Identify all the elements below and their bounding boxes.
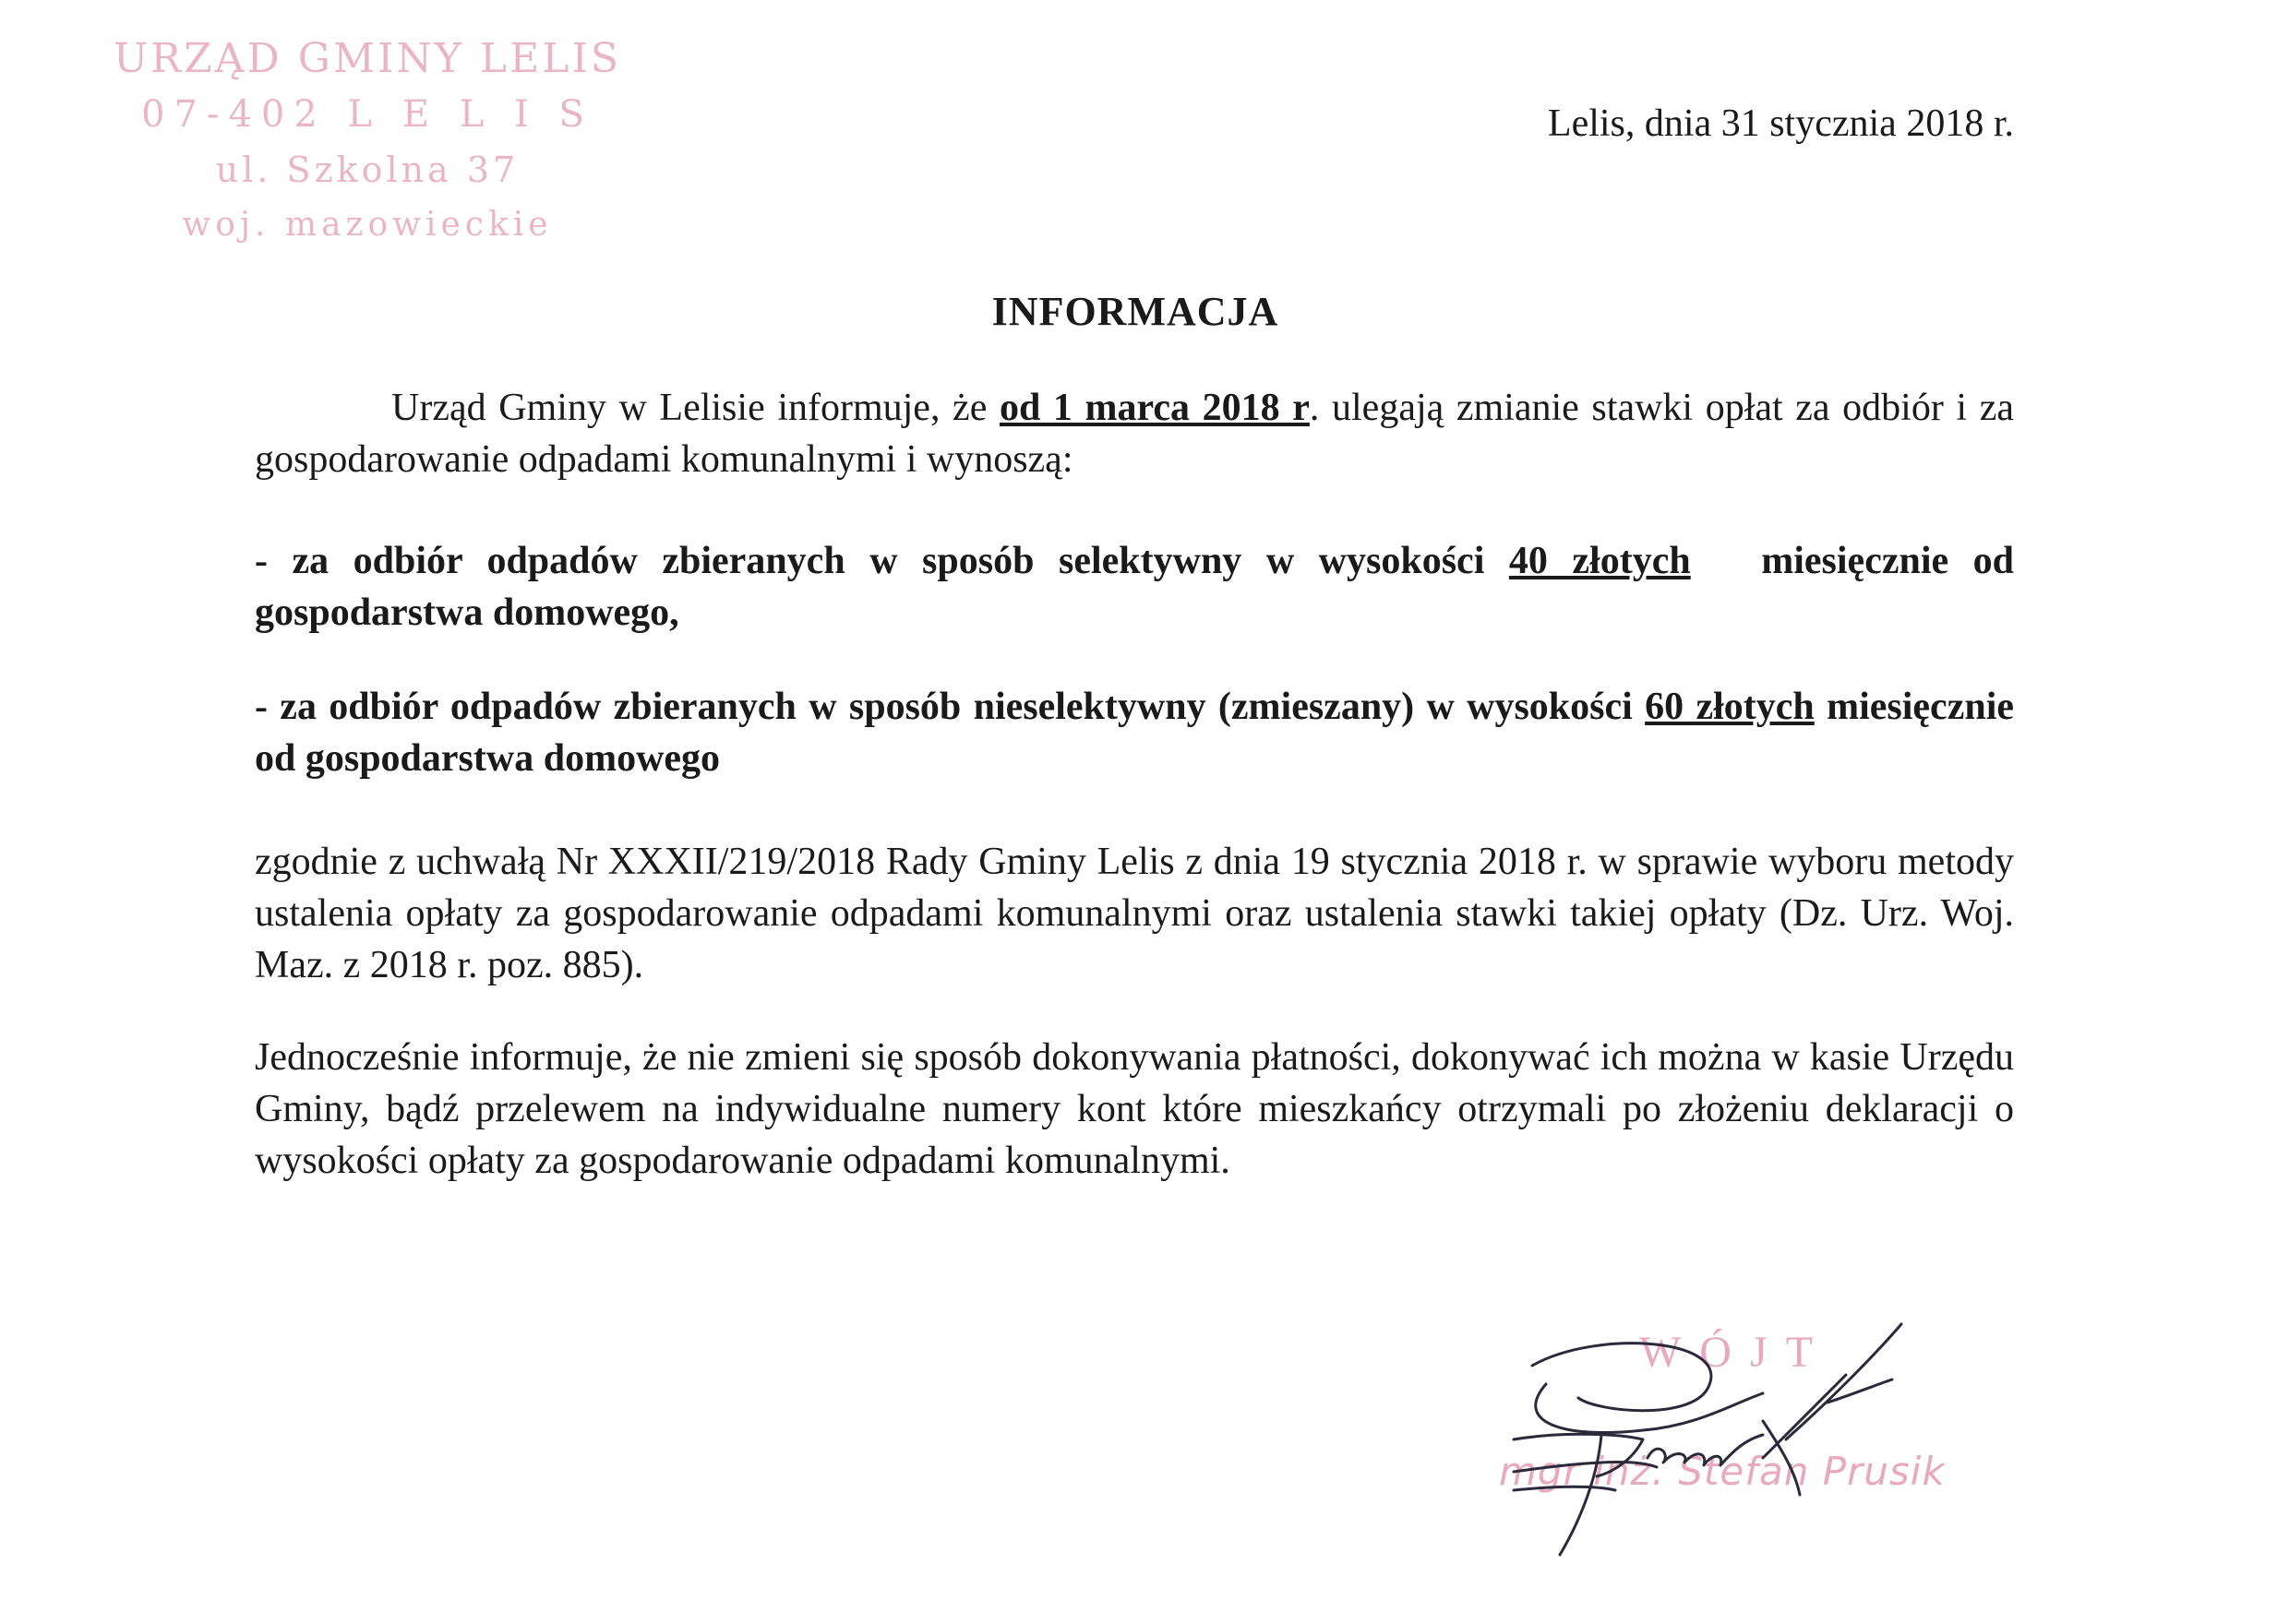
paragraph-resolution: zgodnie z uchwałą Nr XXXII/219/2018 Rady Gminy Lelis z dnia 19 stycznia 2018 r. w sprawie wyboru metody ustalenia opłaty za gospodarowanie odpadami komunalnymi oraz ustalenia stawki takiej opłaty (Dz. Urz. Woj. Maz. z 2018 r. poz. 885). xyxy=(255,841,2014,986)
rate-selective-suffix: miesięcznie od gospodarstwa domowego, xyxy=(255,540,2015,634)
stamp-line-street: ul. Szkolna 37 xyxy=(215,149,520,190)
rate-mixed-text: - za odbiór odpadów zbieranych w sposób nieselektywny (zmieszany) w wysokości xyxy=(255,686,1646,728)
rate-selective xyxy=(255,535,2014,639)
stamp-line-postal: 07-402 L E L I S xyxy=(141,93,593,136)
signature-stamp-title: WÓJT xyxy=(1639,1328,1831,1377)
paragraph-announcement xyxy=(255,382,2014,485)
announcement-text-start: Urząd Gminy w Lelisie informuje, że xyxy=(391,387,1000,429)
announcement-text-end: . ulegają zmianie stawki opłat za odbiór i za gospodarowanie odpadami komunalnymi i wynoszą: xyxy=(255,387,2014,481)
rate-mixed-suffix: miesięcznie od gospodarstwa domowego xyxy=(255,686,2015,780)
document-title: INFORMACJA xyxy=(991,289,1279,334)
rate-mixed-amount: 60 złotych xyxy=(1645,686,1815,728)
handwritten-signature xyxy=(1458,1301,2031,1559)
stamp-line-office: URZĄD GMINY LELIS xyxy=(113,35,622,82)
paragraph-payment: Jednocześnie informuje, że nie zmieni się sposób dokonywania płatności, dokonywać ich można w kasie Urzędu Gminy, bądź przelewem na indywidualne numery kont które mieszkańcy otrzymali po złożeniu deklaracji o wysokości opłaty za gospodarowanie odpadami komunalnymi. xyxy=(255,1036,2014,1182)
rate-selective-amount: 40 złotych xyxy=(1508,540,1691,582)
rate-mixed xyxy=(255,681,2014,784)
office-stamp xyxy=(109,31,626,253)
rate-selective-text: - za odbiór odpadów zbieranych w sposób selektywny w wysokości xyxy=(255,540,1509,582)
signature-block xyxy=(1458,1301,2031,1559)
stamp-line-province: woj. mazowieckie xyxy=(182,206,553,244)
document-date: Lelis, dnia 31 stycznia 2018 r. xyxy=(1547,102,2014,145)
effective-date: od 1 marca 2018 r xyxy=(999,387,1310,429)
signature-stamp-name: mgr inż. Stefan Prusik xyxy=(1499,1449,1946,1494)
